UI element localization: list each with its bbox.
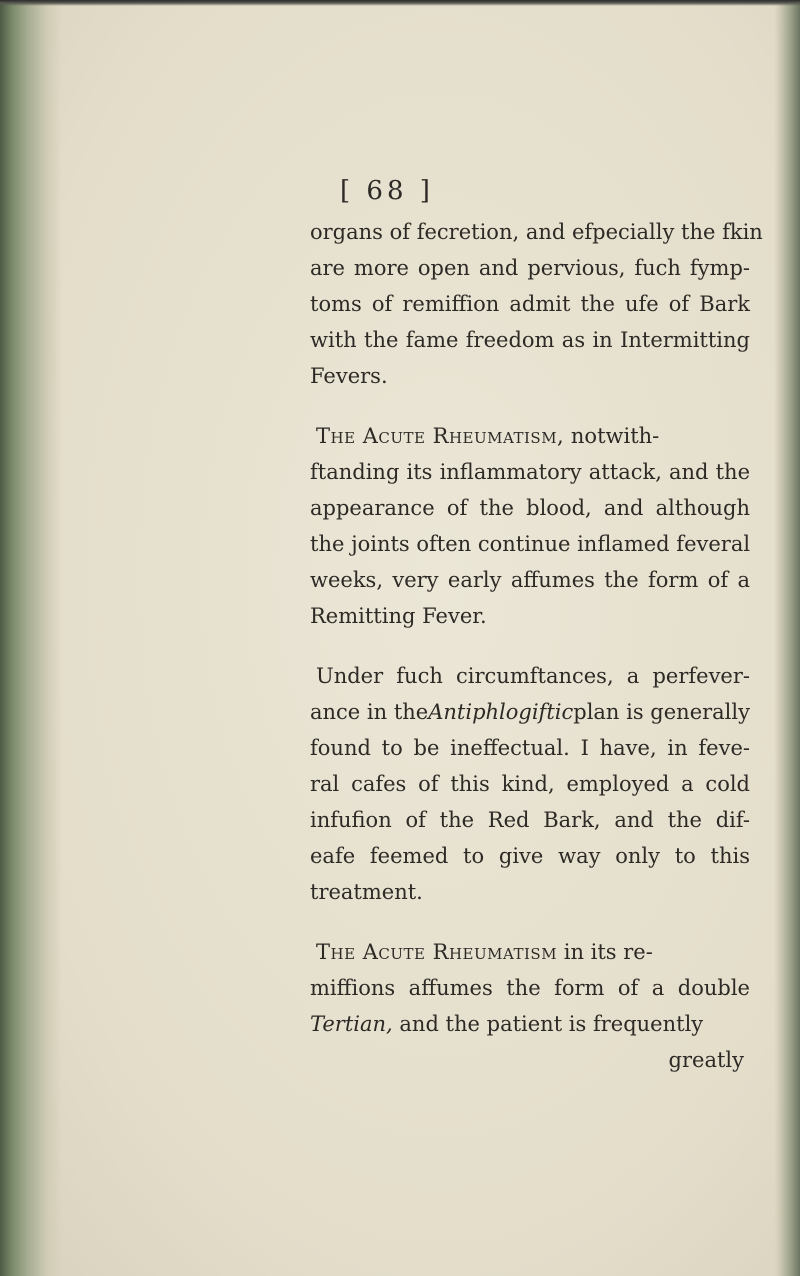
text-run: plan is generally <box>573 700 750 724</box>
paragraph-3 <box>310 658 750 910</box>
page-top-edge <box>0 0 800 6</box>
text-line <box>310 694 750 730</box>
text-line: are more open and pervious, fuch fymp- <box>310 256 750 280</box>
text-line: appearance of the blood, and although <box>310 496 750 520</box>
body-text <box>310 214 763 1078</box>
paragraph-1 <box>310 214 763 394</box>
page-number: [ 68 ] <box>340 176 434 206</box>
text-line: Remitting Fever. <box>310 604 487 628</box>
text-run: in its re- <box>557 940 653 964</box>
text-line <box>310 418 750 454</box>
text-line: organs of fecretion, and efpecially the fkin <box>310 220 763 244</box>
text-line: Fevers. <box>310 364 388 388</box>
text-line: weeks, very early affumes the form of a <box>310 568 750 592</box>
page-left-edge <box>0 0 62 1276</box>
page-right-edge <box>774 0 800 1276</box>
text-line: Under fuch circumftances, a perfever- <box>316 664 750 688</box>
text-line: miffions affumes the form of a double <box>310 976 750 1000</box>
text-line: with the fame freedom as in Intermitting <box>310 328 750 352</box>
italic-term: Antiphlogiftic <box>428 700 574 724</box>
text-line <box>310 1006 750 1042</box>
text-line: ral cafes of this kind, employed a cold <box>310 772 750 796</box>
text-run: notwith- <box>564 424 660 448</box>
text-line: eafe feemed to give way only to this <box>310 844 750 868</box>
text-line: the joints often continue inflamed feveral <box>310 532 751 556</box>
text-run: ance in the <box>310 700 429 724</box>
text-line: treatment. <box>310 880 423 904</box>
text-line <box>310 934 750 970</box>
small-caps-heading: The Acute Rheumatism, <box>316 424 565 448</box>
text-run: and the patient is frequently <box>392 1012 704 1036</box>
paragraph-2 <box>310 418 750 634</box>
text-line: ftanding its inflammatory attack, and the <box>310 460 750 484</box>
text-line: toms of remiffion admit the ufe of Bark <box>310 292 750 316</box>
paragraph-4 <box>310 934 750 1078</box>
small-caps-heading: The Acute Rheumatism <box>316 940 558 964</box>
text-line: found to be ineffectual. I have, in feve- <box>310 736 750 760</box>
italic-term: Tertian, <box>310 1012 393 1036</box>
text-line: infufion of the Red Bark, and the dif- <box>310 808 750 832</box>
catchword: greatly <box>668 1048 744 1072</box>
